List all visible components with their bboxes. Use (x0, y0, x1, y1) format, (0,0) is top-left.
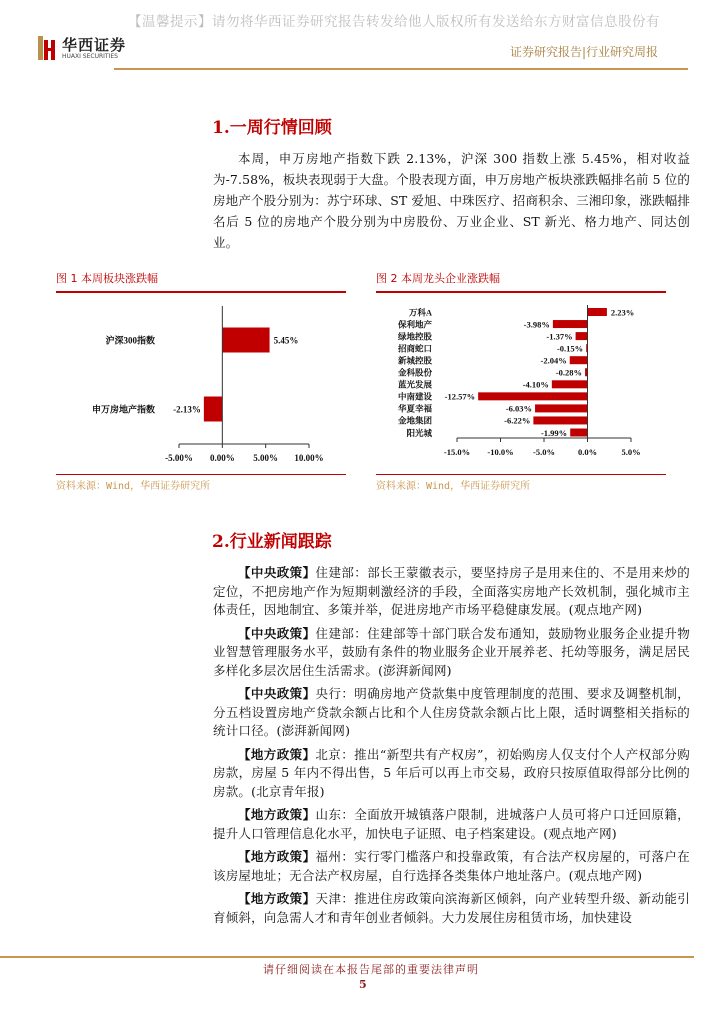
report-type: 证券研究报告|行业研究周报 (510, 45, 659, 59)
category-label: 金地集团 (397, 415, 432, 426)
figure-2-source: 资料来源：Wind，华西证券研究所 (376, 481, 531, 492)
x-tick-label: 0.0% (577, 447, 598, 457)
news-text: 天津：推进住房政策向滨海新区倾斜，向产业转型升级、新动能引育倾斜，向急需人才和青年创业者倾斜。大力发展住房租赁市场，加快建设 (213, 891, 690, 925)
value-label: -1.37% (546, 331, 573, 342)
news-item (213, 746, 690, 802)
legal-notice: 请仔细阅读在本报告尾部的重要法律声明 (263, 963, 479, 976)
category-label: 万科A (408, 307, 432, 318)
value-label: -6.03% (505, 403, 533, 414)
news-tag: 【地方政策】 (238, 746, 316, 762)
value-label: -0.28% (555, 367, 583, 378)
bar (553, 320, 588, 328)
category-label: 中南建设 (397, 391, 432, 402)
value-label: -6.22% (504, 415, 531, 426)
x-tick-label: -15.0% (443, 447, 471, 457)
category-label: 新城控股 (397, 355, 432, 366)
news-tag: 【地方政策】 (238, 891, 316, 906)
page-number: 5 (359, 978, 367, 991)
value-label: -2.04% (540, 355, 567, 366)
figure-1-bottom-rule (56, 474, 346, 475)
news-item (213, 625, 690, 681)
value-label: -1.99% (540, 427, 568, 438)
news-tag: 【地方政策】 (238, 849, 316, 864)
figure-2-title: 图 2 本周龙头企业涨跌幅 (376, 272, 500, 285)
figure-1-title: 图 1 本周板块涨跌幅 (56, 272, 158, 285)
x-tick-label: 0.00% (209, 453, 235, 463)
section-title-1: 1.一周行情回顾 (212, 118, 332, 138)
category-label: 华夏幸福 (397, 403, 432, 414)
bar (222, 328, 269, 353)
news-text: 住建部：住建部等十部门联合发布通知，鼓励物业服务企业提升物业智慧管理服务水平，鼓励有条件的物业服务企业开展养老、托幼等服务，满足居民多样化多层次居住生活需求。(澎湃新闻网) (213, 625, 690, 678)
x-tick-label: 5.0% (621, 447, 641, 457)
news-tag: 【中央政策】 (238, 565, 316, 580)
news-item (213, 564, 690, 620)
news-item (213, 890, 690, 927)
news-text: 央行：明确房地产贷款集中度管理制度的范围、要求及调整机制，分五档设置房地产贷款余额占比和个人住房贷款余额占比上限，适时调整相关指标的统计口径。(澎湃新闻网) (213, 686, 690, 738)
category-label: 申万房地产指数 (91, 404, 155, 415)
bar (570, 356, 588, 364)
news-text: 住建部：部长王蒙徽表示，要坚持房子是用来住的、不是用来炒的定位，不把房地产作为短期刺激经济的手段，全面落实房地产长效机制，强化城市主体责任，因地制宜、多策并举，促进房地产市场平稳健康发展。(观点地产网) (213, 565, 690, 617)
logo-name-cn: 华西证券 (62, 35, 127, 54)
news-tag: 【中央政策】 (238, 686, 316, 701)
x-tick-label: -5.00% (165, 453, 193, 463)
news-text: 福州：实行零门槛落户和投靠政策，有合法产权房屋的，可落户在该房屋地址；无合法产权房屋，自行选择各类集体户地址落户。(观点地产网) (213, 849, 690, 883)
value-label: 2.23% (610, 307, 635, 318)
bar (588, 308, 607, 316)
category-label: 招商蛇口 (397, 343, 432, 354)
x-tick-label: -5.0% (533, 447, 555, 457)
watermark-warning: 【温馨提示】请勿将华西证券研究报告转发给他人版权所有发送给东方财富信息股份有 (128, 14, 660, 30)
value-label: -2.13% (173, 404, 201, 415)
value-label: -12.57% (444, 391, 476, 402)
bar (478, 392, 587, 400)
category-label: 保利地产 (397, 319, 432, 330)
bar (533, 416, 587, 424)
market-review-paragraph: 本周，申万房地产指数下跌 2.13%，沪深 300 指数上涨 5.45%，相对收益为-7.58%，板块表现弱于大盘。个股表现方面，申万房地产板块涨跌幅排名前 5 位的房地产个股分别为：苏宁环球、ST 爱旭、中珠医疗、招商积余、三湘印象，涨跌幅排名后 5 位的房地产个股分别为中房股份、万业企业、ST 新光、格力地产、同达创业。 (213, 151, 690, 250)
news-item (213, 685, 690, 741)
x-tick-label: 5.00% (253, 453, 279, 463)
figure-1-source: 资料来源：Wind，华西证券研究所 (56, 481, 211, 492)
news-text: 北京：推出“新型共有产权房”，初始购房人仅支付个人产权部分购房款，房屋 5 年内不得出售，5 年后可以再上市交易，政府只按原值取得部分比例的房款。(北京青年报) (213, 746, 690, 799)
news-item (213, 806, 690, 843)
bar (570, 429, 587, 437)
section-title-2: 2.行业新闻跟踪 (212, 532, 332, 552)
news-list (213, 564, 690, 932)
x-tick-label: 10.00% (294, 453, 324, 463)
bar (535, 404, 587, 412)
category-label: 绿地控股 (397, 331, 432, 342)
bar (204, 397, 222, 422)
news-text: 山东：全面放开城镇落户限制，进城落户人员可将户口迁回原籍，提升人口管理信息化水平，加快电子证照、电子档案建设。(观点地产网) (213, 807, 690, 841)
value-label: 5.45% (273, 335, 299, 346)
logo-name-en: HUAXI SECURITIES (62, 52, 118, 60)
news-tag: 【地方政策】 (238, 807, 316, 822)
figure-2-top-rule (376, 291, 666, 293)
bar (552, 380, 588, 388)
category-label: 阳光城 (406, 427, 432, 438)
x-tick-label: -10.0% (487, 447, 514, 457)
footer-divider (0, 956, 694, 958)
bar (576, 332, 588, 340)
category-label: 沪深300指数 (105, 335, 155, 346)
value-label: -0.15% (556, 343, 584, 354)
figure-2-bottom-rule (376, 474, 666, 475)
category-label: 金科股份 (397, 367, 432, 378)
category-label: 蓝光发展 (397, 379, 432, 390)
news-tag: 【中央政策】 (238, 625, 316, 641)
news-item (213, 848, 690, 885)
value-label: -3.98% (523, 319, 550, 330)
value-label: -4.10% (522, 379, 549, 390)
